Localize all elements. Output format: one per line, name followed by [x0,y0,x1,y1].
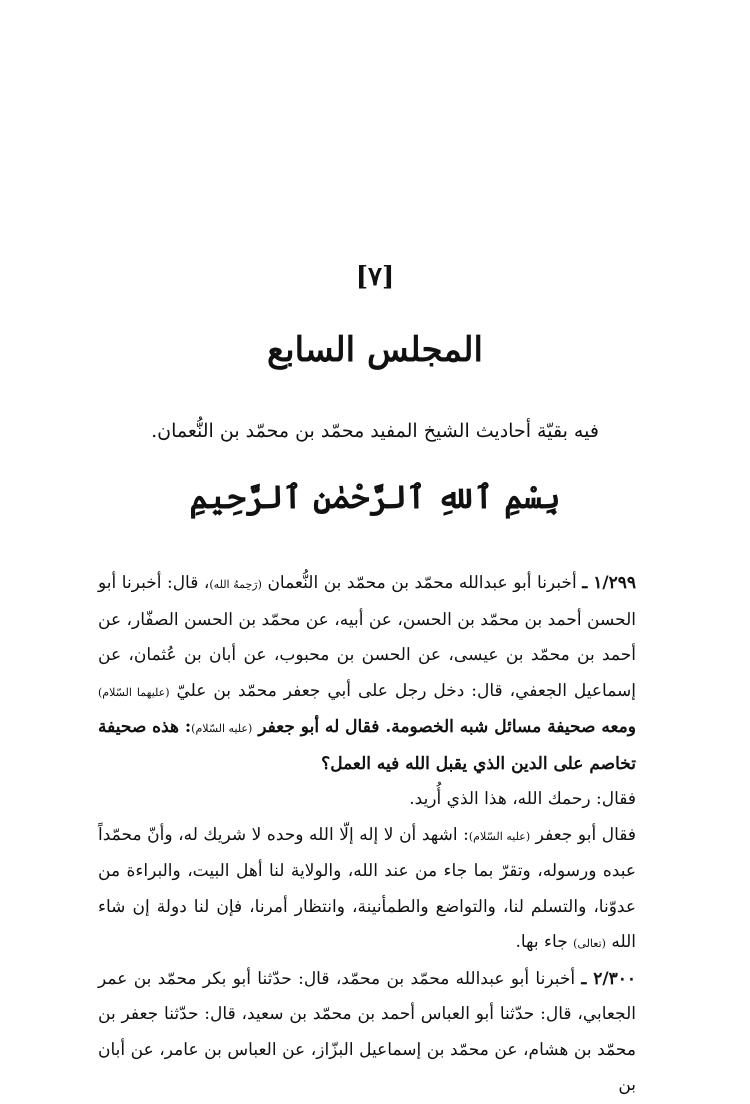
hadith-text: : هذه صحيفة تخاصم على الدين الذي يقبل الله فيه العمل؟ [98,717,636,774]
hadith-number: ١/٢٩٩ ـ [582,573,636,593]
page-title: المجلس السابع [267,330,483,370]
answer-text: فقال أبو جعفر [530,824,636,845]
answer-text: جاء بها. [515,932,574,952]
hadith-paragraph [98,566,658,782]
honorific: (رَحِمهُ الله) [209,578,262,591]
honorific: (عليه السّلام) [468,829,531,843]
chapter-subtitle: فيه بقيّة أحاديث الشيخ المفيد محمّد بن محمّد بن النُّعمان. [151,420,599,442]
reply-text: فقال: رحمك الله، هذا الذي أُريد. [409,789,636,809]
hadith-paragraph [98,962,658,1104]
body-text [98,566,658,1104]
hadith-text: ومعه صحيفة مسائل شبه الخصومة. فقال له أبو جعفر [252,717,636,737]
hadith-number: ٢/٣٠٠ ـ [581,968,636,989]
basmala: بِسْمِ ٱللهِ ٱلرَّحْمٰنِ ٱلرَّحِيمِ [189,478,561,516]
honorific: (عليهما السّلام) [98,685,170,699]
reply-paragraph [98,782,658,818]
hadith-text: ، قال: أخبرنا أبو الحسن أحمد بن محمّد بن الحسن، عن أبيه، عن محمّد بن الحسن الصفّار، عن أحمد بن محمّد بن عيسى، عن الحسن بن محبوب، عن أبان بن عُثمان، عن إسماعيل الجعفي، قال: دخل رجل على أبي جعفر محمّد بن عليّ [98,573,637,701]
honorific: (عليه السّلام) [191,722,253,735]
answer-paragraph [98,818,658,962]
hadith-text: أخبرنا أبو عبدالله محمّد بن محمّد بن النُّعمان [261,573,583,593]
answer-text: : اشهد أن لا إله إلّا الله وحده لا شريك له، وأنّ محمّداً عبده ورسوله، وتقرّ بما جاء من عند الله، والولاية لنا أهل البيت، والبراءة من عدوّنا، والتسلم لنا، والتواضع والطمأنينة، وانتظار أمرنا، فإن لنا دولة إن شاء الله [98,824,636,952]
honorific: (تعالى) [573,937,606,950]
chapter-number: [٧] [355,262,395,292]
hadith-text: أخبرنا أبو عبدالله محمّد بن محمّد، قال: حدّثنا أبو بكر محمّد بن عمر الجعابي، قال: حدّثنا أبو العباس أحمد بن محمّد بن سعيد، قال: حدّثنا جعفر بن محمّد بن هشام، عن محمّد بن إسماعيل البزّاز، عن العباس بن عامر، عن أبان بن [98,968,636,1095]
